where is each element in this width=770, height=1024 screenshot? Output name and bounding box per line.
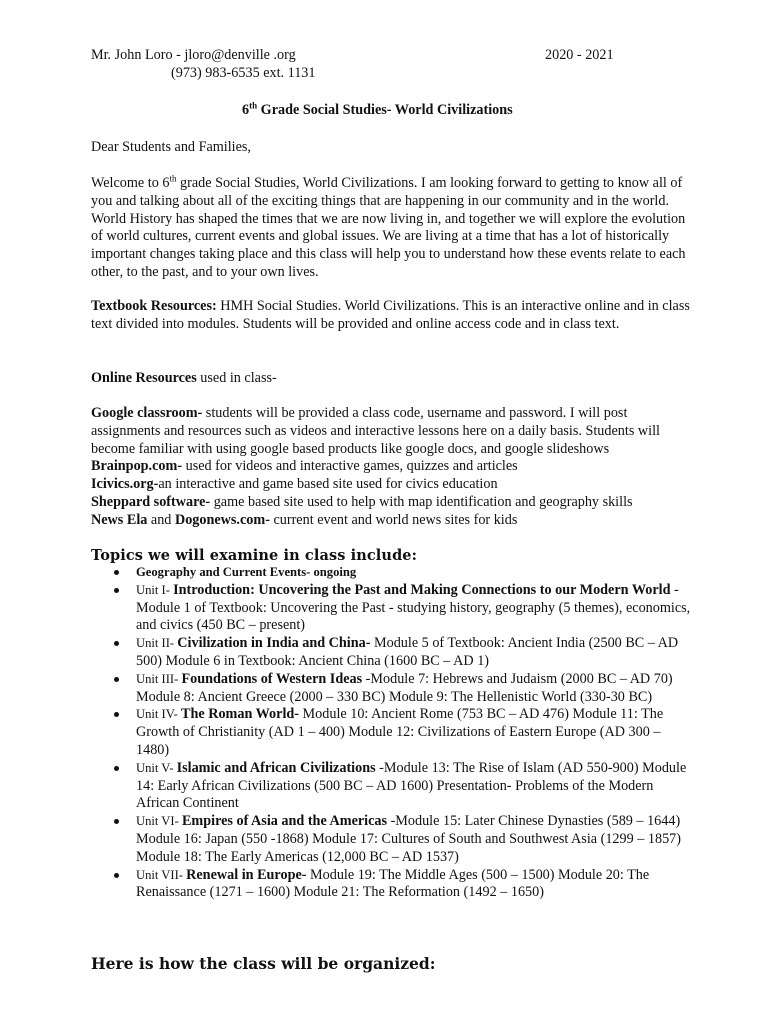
document-title: 6th Grade Social Studies- World Civilizations xyxy=(242,100,513,118)
welcome-paragraph: Welcome to 6th grade Social Studies, World Civilizations. I am looking forward to getting to know all of you and talking about all of the exciting things that are happening in our community and in the world. World History has shaped the times that we are now living in, and together we will explore the evolution of world cultures, current events and global issues. We are living at a time that has a lot of historically important changes taking place and this class will help you to understand how these events relate to each other, to the past, and to your own lives. xyxy=(91,173,686,280)
topic-item: Unit VII- Renewal in Europe- Module 19: The Middle Ages (500 – 1500) Module 20: The Renaissance (1271 – 1600) Module 21: The Reformation (1492 – 1650) xyxy=(91,867,691,903)
contact-line: Mr. John Loro - jloro@denville .org xyxy=(91,47,296,63)
online-resources-heading: Online Resources used in class- xyxy=(91,370,277,386)
phone-line: (973) 983-6535 ext. 1131 xyxy=(171,65,316,81)
resource-icivics: Icivics.org-an interactive and game based site used for civics education xyxy=(91,476,498,493)
topic-item: Geography and Current Events- ongoing xyxy=(91,564,691,582)
topic-item: Unit V- Islamic and African Civilizations -Module 13: The Rise of Islam (AD 550-900) Module 14: Early African Civilizations (500 BC – AD 1600) Presentation- Problems of the Modern African Continent xyxy=(91,760,691,813)
greeting: Dear Students and Families, xyxy=(91,139,251,155)
topic-item: Unit VI- Empires of Asia and the Americas -Module 15: Later Chinese Dynasties (589 – 1644) Module 16: Japan (550 -1868) Module 17: Cultures of South and Southwest Asia (1299 – 1857) Module 18: The Early Americas (12,000 BC – AD 1537) xyxy=(91,813,691,866)
topic-item: Unit II- Civilization in India and China- Module 5 of Textbook: Ancient India (2500 BC – AD 500) Module 6 in Textbook: Ancient China (1600 BC – AD 1) xyxy=(91,635,691,671)
topics-heading: Topics we will examine in class include: xyxy=(91,547,418,564)
topic-item: Unit IV- The Roman World- Module 10: Ancient Rome (753 BC – AD 476) Module 11: The Growth of Christianity (AD 1 – 400) Module 12: Civilizations of Eastern Europe (AD 300 – 1480) xyxy=(91,706,691,759)
textbook-label: Textbook Resources: xyxy=(91,298,217,314)
topic-item: Unit III- Foundations of Western Ideas -Module 7: Hebrews and Judaism (2000 BC – AD 70) Module 8: Ancient Greece (2000 – 330 BC) Module 9: The Hellenistic World (330-30 BC) xyxy=(91,671,691,707)
textbook-resources-paragraph: Textbook Resources: HMH Social Studies. World Civilizations. This is an interactive online and in class text divided into modules. Students will be provided and online access code and in class text. xyxy=(91,298,690,332)
organization-heading: Here is how the class will be organized: xyxy=(91,954,436,973)
resource-sheppard-software: Sheppard software- game based site used to help with map identification and geography skills xyxy=(91,493,633,510)
resources-list xyxy=(91,405,691,530)
resource-news-sites: News Ela and Dogonews.com- current event and world news sites for kids xyxy=(91,511,518,528)
resource-brainpop: Brainpop.com- used for videos and interactive games, quizzes and articles xyxy=(91,458,518,475)
topic-item: Unit I- Introduction: Uncovering the Past and Making Connections to our Modern World -Module 1 of Textbook: Uncovering the Past - studying history, geography (5 themes), economics, and civics (450 BC – present) xyxy=(91,582,691,635)
school-year: 2020 - 2021 xyxy=(545,47,614,63)
topics-list xyxy=(91,564,691,902)
resource-google-classroom: Google classroom- students will be provided a class code, username and password. I will post assignments and resources such as videos and interactive lessons here on a daily basis. Students will become familiar with using google based products like google docs, and google slideshows xyxy=(91,405,660,457)
